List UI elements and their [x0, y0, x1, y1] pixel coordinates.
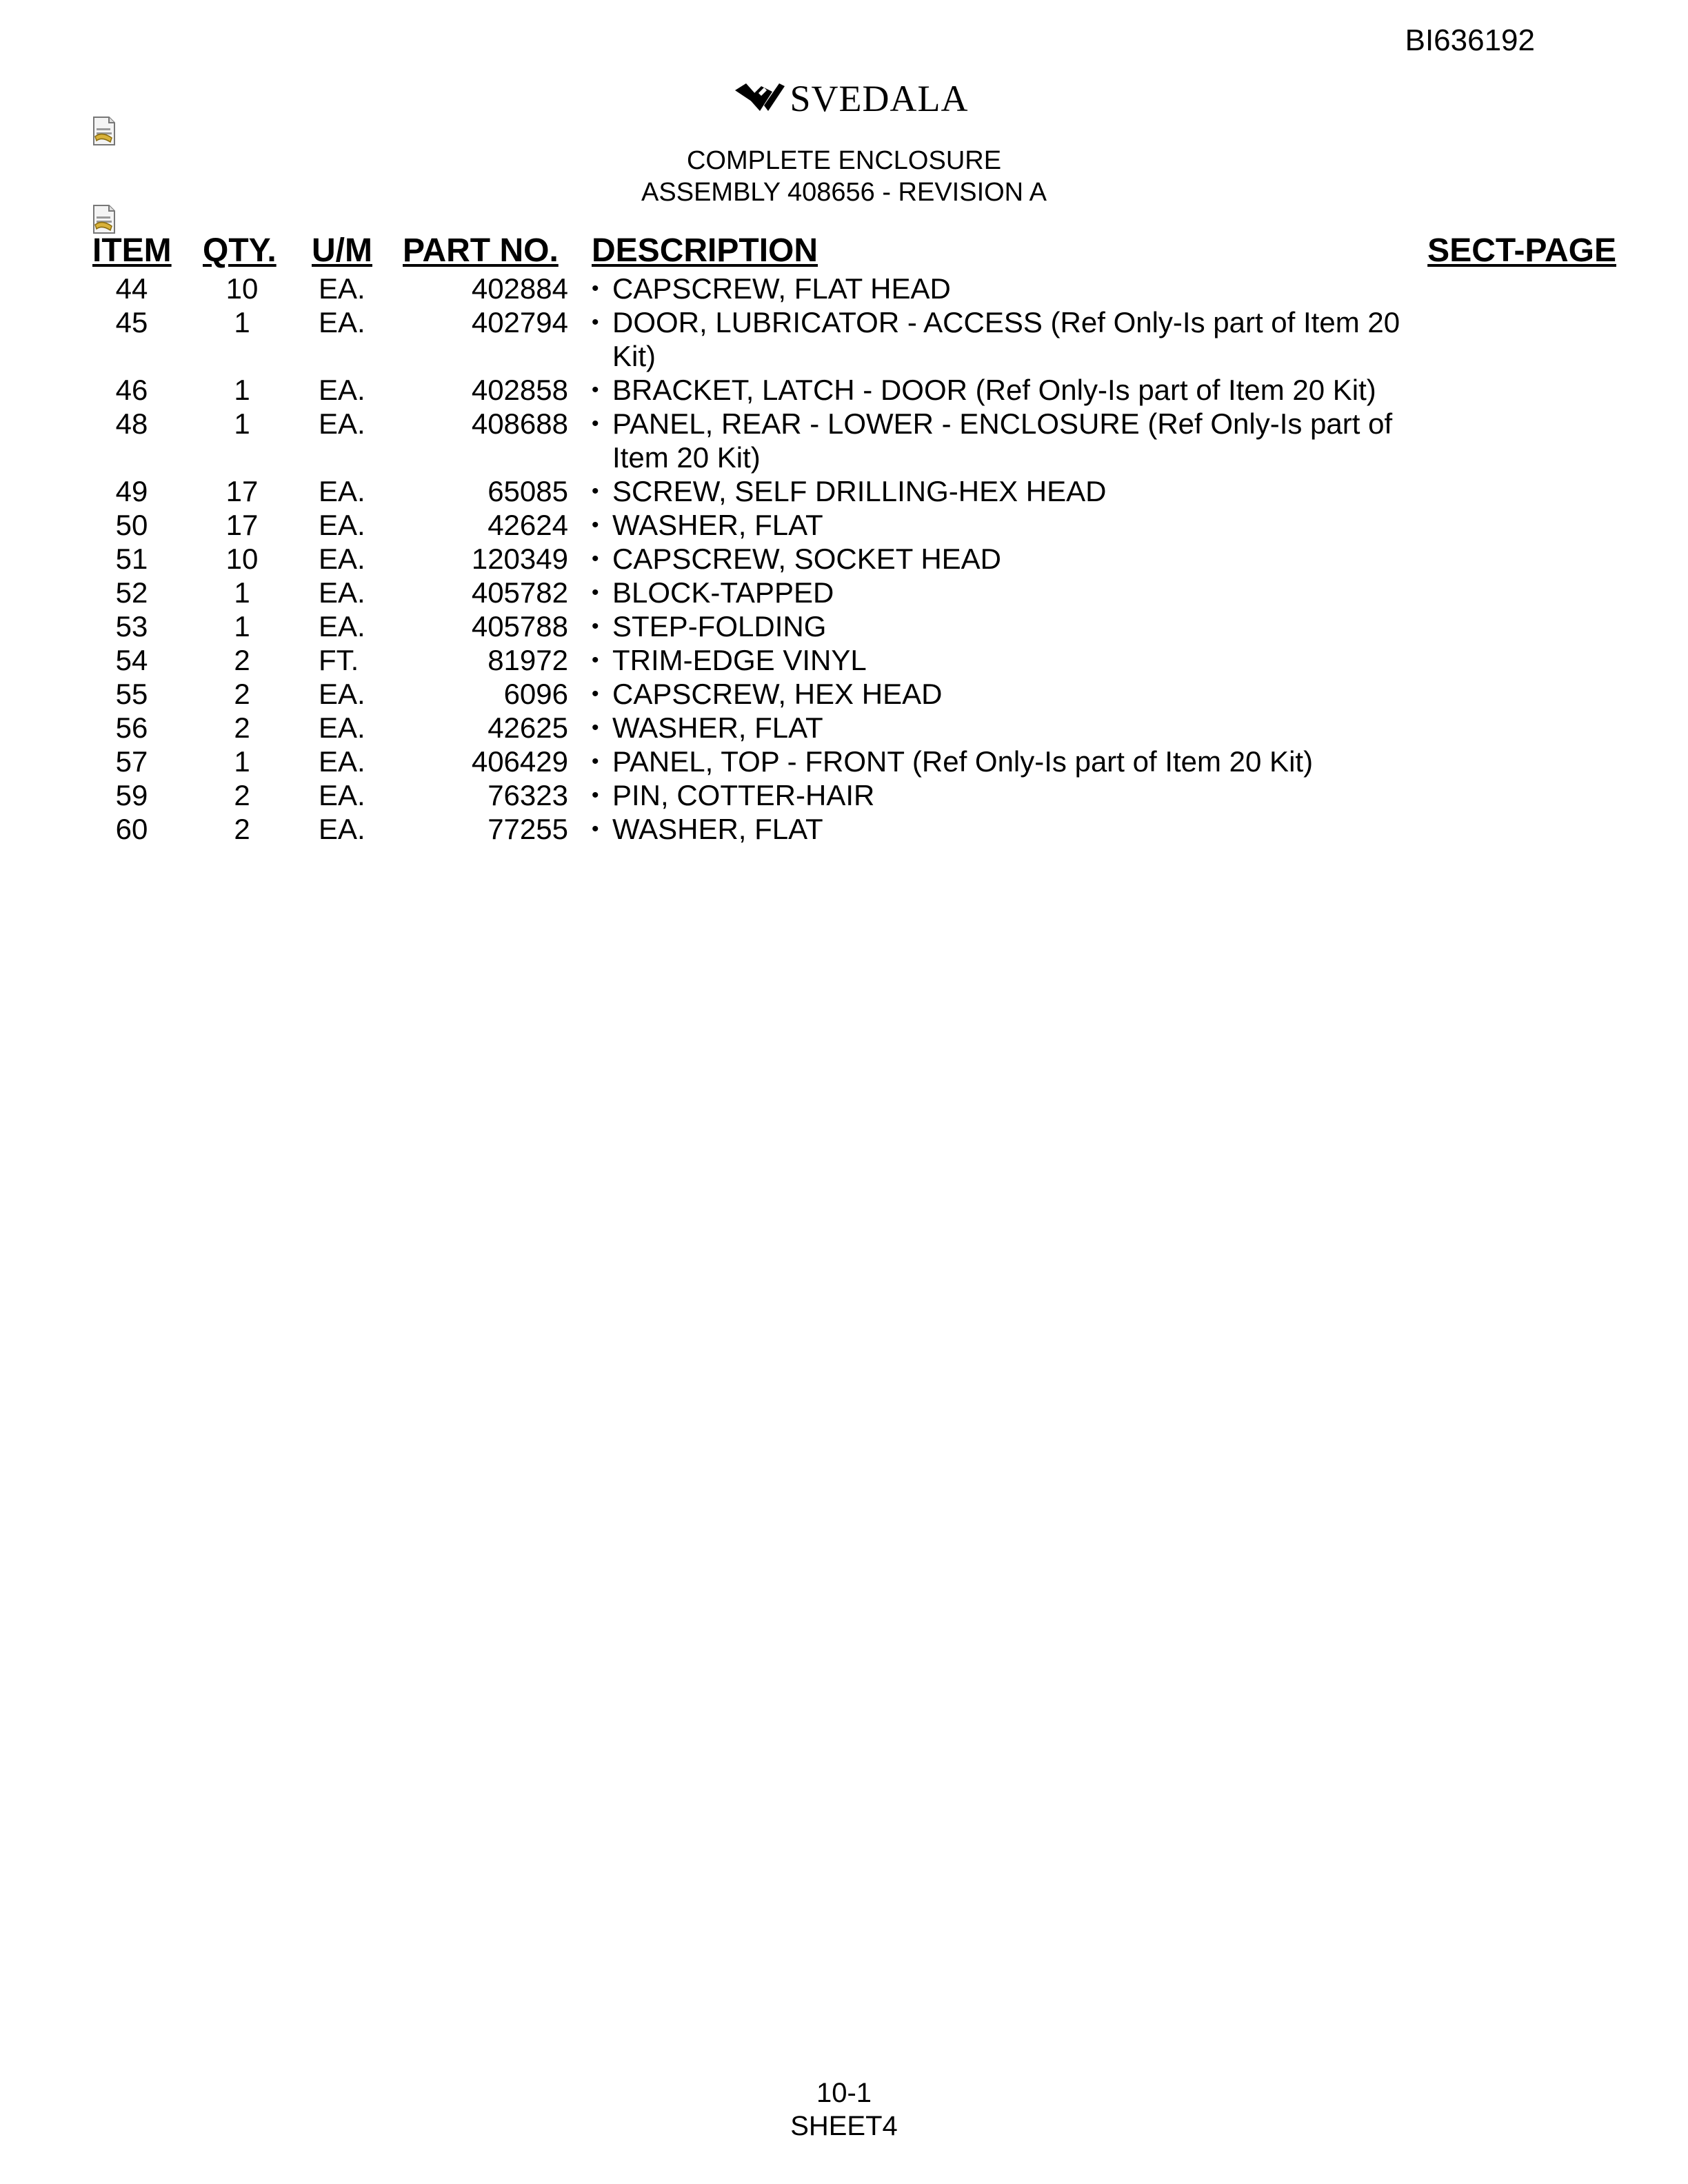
- column-header-um: U/M: [312, 232, 372, 269]
- column-header-sect-page: SECT-PAGE: [1427, 232, 1616, 269]
- um-cell: EA.: [319, 779, 365, 811]
- um-cell: EA.: [319, 509, 365, 541]
- table-row: [0, 305, 1688, 373]
- item-cell: 60: [115, 813, 148, 845]
- um-cell: EA.: [319, 576, 365, 609]
- row-bullet: •: [592, 547, 599, 570]
- row-bullet: •: [592, 480, 599, 503]
- description-cell: WASHER, FLAT: [612, 711, 823, 744]
- um-cell: EA.: [319, 475, 365, 507]
- column-header-item: ITEM: [92, 232, 172, 269]
- svedala-logo: [0, 74, 1688, 123]
- item-cell: 53: [115, 610, 148, 643]
- row-bullet: •: [592, 311, 599, 334]
- um-cell: FT.: [319, 644, 359, 676]
- item-cell: 55: [115, 678, 148, 710]
- document-id: BI636192: [1405, 23, 1535, 57]
- table-row: [0, 711, 1688, 745]
- column-header-part-no: PART NO.: [403, 232, 559, 269]
- page-footer: [0, 2076, 1688, 2143]
- qty-cell: 17: [225, 509, 259, 541]
- item-cell: 49: [115, 475, 148, 507]
- table-row: [0, 643, 1688, 677]
- qty-cell: 2: [234, 644, 250, 676]
- um-cell: EA.: [319, 813, 365, 845]
- row-bullet: •: [592, 818, 599, 840]
- svedala-logo-mark-icon: [734, 81, 786, 117]
- description-cell: SCREW, SELF DRILLING-HEX HEAD: [612, 475, 1107, 507]
- part-number-cell: 408688: [471, 407, 568, 440]
- part-number-cell: 405788: [471, 610, 568, 643]
- part-number-cell: 81972: [488, 644, 568, 676]
- part-number-cell: 77255: [488, 813, 568, 845]
- row-bullet: •: [592, 716, 599, 739]
- row-bullet: •: [592, 784, 599, 807]
- description-cell: DOOR, LUBRICATOR - ACCESS (Ref Only-Is part of Item 20 Kit): [612, 306, 1400, 372]
- item-cell: 56: [115, 711, 148, 744]
- description-cell: PANEL, TOP - FRONT (Ref Only-Is part of Item 20 Kit): [612, 745, 1314, 778]
- description-cell: CAPSCREW, SOCKET HEAD: [612, 543, 1002, 575]
- part-number-cell: 402858: [471, 374, 568, 406]
- qty-cell: 2: [234, 779, 250, 811]
- um-cell: EA.: [319, 745, 365, 778]
- item-cell: 51: [115, 543, 148, 575]
- part-number-cell: 6096: [503, 678, 568, 710]
- um-cell: EA.: [319, 711, 365, 744]
- document-icon: [91, 204, 117, 234]
- item-cell: 54: [115, 644, 148, 676]
- description-cell: BRACKET, LATCH - DOOR (Ref Only-Is part of Item 20 Kit): [612, 374, 1376, 406]
- table-row: [0, 272, 1688, 305]
- qty-cell: 1: [234, 745, 250, 778]
- table-row: [0, 812, 1688, 846]
- um-cell: EA.: [319, 543, 365, 575]
- item-cell: 52: [115, 576, 148, 609]
- um-cell: EA.: [319, 407, 365, 440]
- description-cell: PANEL, REAR - LOWER - ENCLOSURE (Ref Only-Is part of Item 20 Kit): [612, 407, 1393, 474]
- row-bullet: •: [592, 378, 599, 401]
- qty-cell: 10: [225, 543, 259, 575]
- table-row: [0, 542, 1688, 576]
- part-number-cell: 65085: [488, 475, 568, 507]
- description-cell: TRIM-EDGE VINYL: [612, 644, 867, 676]
- description-cell: CAPSCREW, FLAT HEAD: [612, 272, 951, 305]
- qty-cell: 10: [225, 272, 259, 305]
- table-row: [0, 609, 1688, 643]
- um-cell: EA.: [319, 610, 365, 643]
- table-row: [0, 407, 1688, 474]
- qty-cell: 1: [234, 610, 250, 643]
- qty-cell: 1: [234, 407, 250, 440]
- qty-cell: 1: [234, 306, 250, 338]
- table-row: [0, 373, 1688, 407]
- row-bullet: •: [592, 514, 599, 536]
- item-cell: 57: [115, 745, 148, 778]
- description-cell: CAPSCREW, HEX HEAD: [612, 678, 943, 710]
- row-bullet: •: [592, 581, 599, 604]
- part-number-cell: 406429: [471, 745, 568, 778]
- page-number: 10-1: [816, 2078, 872, 2108]
- qty-cell: 2: [234, 711, 250, 744]
- item-cell: 48: [115, 407, 148, 440]
- part-number-cell: 120349: [471, 543, 568, 575]
- um-cell: EA.: [319, 374, 365, 406]
- qty-cell: 1: [234, 576, 250, 609]
- qty-cell: 2: [234, 678, 250, 710]
- part-number-cell: 42625: [488, 711, 568, 744]
- table-row: [0, 474, 1688, 508]
- row-bullet: •: [592, 412, 599, 435]
- column-header-description: DESCRIPTION: [592, 232, 818, 269]
- title-line-2: ASSEMBLY 408656 - REVISION A: [641, 178, 1047, 207]
- row-bullet: •: [592, 649, 599, 671]
- row-bullet: •: [592, 615, 599, 638]
- description-cell: STEP-FOLDING: [612, 610, 827, 643]
- um-cell: EA.: [319, 272, 365, 305]
- item-cell: 59: [115, 779, 148, 811]
- assembly-title: [0, 145, 1688, 208]
- table-row: [0, 677, 1688, 711]
- description-cell: WASHER, FLAT: [612, 509, 823, 541]
- table-row: [0, 576, 1688, 609]
- description-cell: PIN, COTTER-HAIR: [612, 779, 875, 811]
- document-icon: [91, 116, 117, 146]
- part-number-cell: 405782: [471, 576, 568, 609]
- row-bullet: •: [592, 682, 599, 705]
- um-cell: EA.: [319, 678, 365, 710]
- title-line-1: COMPLETE ENCLOSURE: [686, 146, 1002, 175]
- description-cell: BLOCK-TAPPED: [612, 576, 834, 609]
- um-cell: EA.: [319, 306, 365, 338]
- part-number-cell: 76323: [488, 779, 568, 811]
- row-bullet: •: [592, 277, 599, 300]
- part-number-cell: 42624: [488, 509, 568, 541]
- item-cell: 46: [115, 374, 148, 406]
- item-cell: 50: [115, 509, 148, 541]
- sheet-label: SHEET4: [790, 2111, 898, 2141]
- item-cell: 45: [115, 306, 148, 338]
- part-number-cell: 402884: [471, 272, 568, 305]
- table-row: [0, 745, 1688, 778]
- item-cell: 44: [115, 272, 148, 305]
- logo-text: SVEDALA: [790, 78, 969, 119]
- qty-cell: 17: [225, 475, 259, 507]
- table-row: [0, 508, 1688, 542]
- row-bullet: •: [592, 750, 599, 773]
- parts-table: [0, 272, 1688, 846]
- column-header-qty: QTY.: [203, 232, 277, 269]
- part-number-cell: 402794: [471, 306, 568, 338]
- description-cell: WASHER, FLAT: [612, 813, 823, 845]
- qty-cell: 2: [234, 813, 250, 845]
- table-row: [0, 778, 1688, 812]
- qty-cell: 1: [234, 374, 250, 406]
